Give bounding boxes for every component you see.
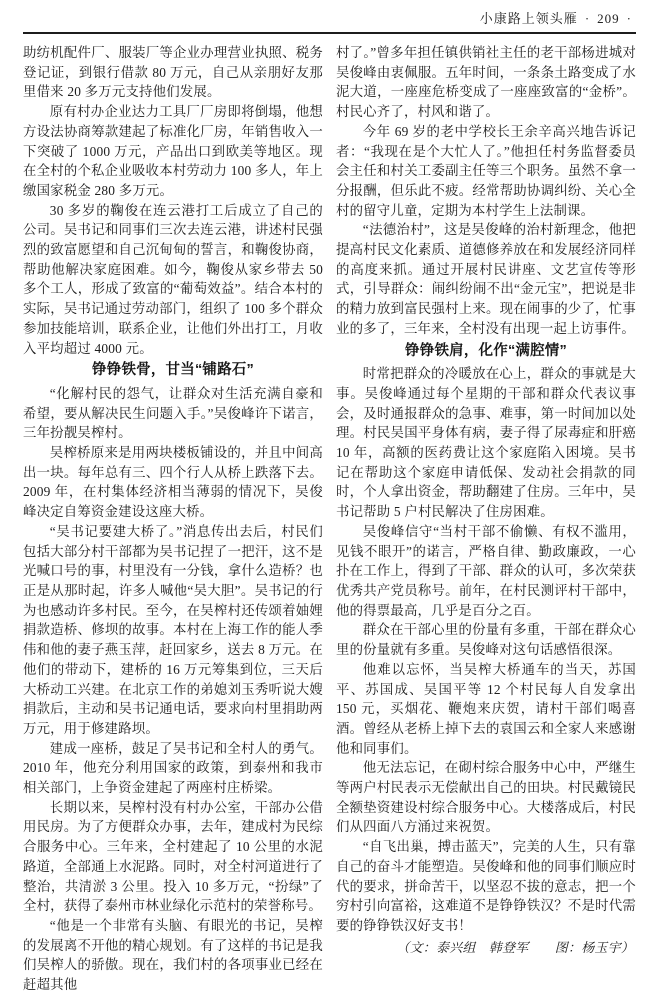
page-header (23, 5, 636, 32)
paragraph: “化解村民的怨气，让群众对生活充满自豪和希望，要从解决民生问题入手。”吴俊峰许下诺言，三年扮靓吴榨村。 (23, 385, 323, 441)
paragraph: 吴俊峰信守“当村干部不偷懒、有权不滥用，见钱不眼开”的诺言，严格自律、勤政廉政，一心扑在工作上，得到了干部、群众的认可，多次荣获优秀共产党员称号。前年，在村民测评村干部中，他的得票最高，几乎是百分之百。 (336, 523, 636, 618)
running-title: 小康路上领头雁 (479, 11, 578, 26)
paragraph: “法德治村”，这是吴俊峰的治村新理念，他把提高村民文化素质、道德修养放在和发展经济同样的高度来抓。通过开展村民讲座、文艺宣传等形式，引导群众：闹纠纷闹不出“金元宝”，把说是非的精力放到富民强村上来。现在闹事的少了，忙事业的多了，三年来，全村没有出现一起上访事件。 (336, 222, 636, 336)
left-column (23, 43, 323, 995)
paragraph: “他是一个非常有头脑、有眼光的书记，吴榨的发展离不开他的精心规划。有了这样的书记是我们吴榨人的骄傲。现在，我们村的各项事业已经在赶超其他 (23, 917, 323, 993)
right-column (336, 43, 636, 995)
paragraph: 建成一座桥，鼓足了吴书记和全村人的勇气。2010 年，他充分利用国家的政策，到泰州和我市相关部门，上争资金建起了两座村庄桥梁。 (23, 740, 323, 796)
header-rule (23, 32, 636, 34)
paragraph: 他无法忘记，在砌村综合服务中心中，严继生等两户村民表示无偿献出自己的田块。村民戴镜民全额垫资建设村综合服务中心。大楼落成后，村民们从四面八方涌过来祝贺。 (336, 760, 636, 835)
header-separator: · (626, 11, 632, 26)
paragraph: 今年 69 岁的老中学校长王余辛高兴地告诉记者：“我现在是个大忙人了。”他担任村务监督委员会主任和村关工委副主任等三个职务。虽然不拿一分报酬，但乐此不疲。经常帮助协调纠纷、关心全村的留守儿童，定期为本村学生上法制课。 (336, 123, 636, 218)
section-heading: 铮铮铁肩，化作“满腔情” (405, 342, 567, 359)
paragraph: 助纺机配件厂、服装厂等企业办理营业执照、税务登记证，到银行借款 80 万元，自己从亲朋好友那里借来 20 多万元支持他们发展。 (23, 45, 323, 100)
byline: （文：泰兴组 韩登军 图：杨玉宇） (396, 939, 634, 955)
paragraph: “吴书记要建大桥了。”消息传出去后，村民们包括大部分村干部都为吴书记捏了一把汗，这不是光喊口号的事，村里没有一分钱，拿什么造桥？也正是从那时起，许多人喊他“吴大胆”。吴书记的行为也感动许多村民。至今，在吴榨村还传颂着妯娌捐款造桥、修坝的故事。本村在上海工作的能人季伟和他的妻子燕玉萍，赶回家乡，送去 8 万元。在他们的带动下，建桥的 16 万元筹集到位，三天后大桥动工兴建。在北京工作的弟媳刘玉秀听说大嫂捐款后，主动和吴书记通电话，要求向村里捐助两万元，用于修建路坝。 (23, 523, 323, 736)
paragraph: 群众在干部心里的份量有多重，干部在群众心里的份量就有多重。吴俊峰对这句话感悟很深。 (336, 622, 636, 658)
paragraph: 时常把群众的冷暖放在心上，群众的事就是大事。吴俊峰通过每个星期的干部和群众代表议事会，及时通报群众的急事、难事，第一时间加以处理。村民吴国平身体有病，妻子得了尿毒症和肝癌 10 年，高额的医药费让这个家庭陷入困境。吴书记在帮助这个家庭申请低保、发动社会捐款的同时，个人拿出资金，帮助翻建了住房。三年中，吴书记帮助 5 户村民解决了住房困难。 (336, 366, 636, 520)
page-number: 209 (597, 11, 620, 26)
paragraph: 村了。”曾多年担任镇供销社主任的老干部杨进城对吴俊峰由衷佩服。五年时间，一条条土路变成了水泥大道，一座座危桥变成了一座座致富的“金桥”。村民心齐了，村风和谐了。 (336, 45, 636, 120)
header-separator: · (584, 11, 591, 26)
paragraph: 原有村办企业达力工具厂厂房即将倒塌，他想方设法协商筹款建起了标准化厂房，年销售收入一下突破了 1000 万元，产品出口到欧美等地区。现在全村的个私企业吸收本村劳动力 100 多人，年上缴国家税金 280 多万元。 (23, 104, 323, 198)
paragraph: 他难以忘怀，当吴榨大桥通车的当天，苏国平、苏国成、吴国平等 12 个村民每人自发拿出 150 元，买烟花、鞭炮来庆贺，请村干部们喝喜酒。曾经从老桥上掉下去的袁国云和全家人来感谢他和同事们。 (336, 661, 636, 756)
paragraph: 长期以来，吴榨村没有村办公室，干部办公借用民房。为了方便群众办事，去年，建成村为民综合服务中心。三年来，全村建起了 10 公里的水泥路道，全部通上水泥路。同时，对全村河道进行了整治，共清淤 3 公里。投入 10 多万元，“扮绿”了全村，获得了泰州市林业绿化示范村的荣誉称号。 (23, 799, 323, 914)
paragraph: 吴榨桥原来是用两块楼板铺设的，并且中间高出一块。每年总有三、四个行人从桥上跌落下去。2009 年，在村集体经济相当薄弱的情况下，吴俊峰决定自筹资金建设这座大桥。 (23, 445, 323, 520)
paragraph: 30 多岁的鞠俊在连云港打工后成立了自己的公司。吴书记和同事们三次去连云港，讲述村民强烈的致富愿望和自己沉甸甸的誓言，和鞠俊协商，帮助他解决家庭困难。如今，鞠俊从家乡带去 50 多个工人，形成了致富的“葡萄效益”。结合本村的实际，吴书记通过劳动部门，组织了 100 多个群众参加技能培训，联系企业，让他们外出打工，月收入平均超过 4000 元。 (23, 202, 323, 356)
article-columns (23, 43, 636, 995)
section-heading: 铮铮铁骨，甘当“铺路石” (92, 362, 254, 379)
paragraph: “自飞出巢，搏击蓝天”，完美的人生，只有靠自己的奋斗才能塑造。吴俊峰和他的同事们顺应时代的要求，拼命苦干，以坚忍不拔的意志，把一个穷村引向富裕，这难道不是铮铮铁汉？不是时代需要的铮铮铁汉好支书！ (336, 839, 636, 933)
